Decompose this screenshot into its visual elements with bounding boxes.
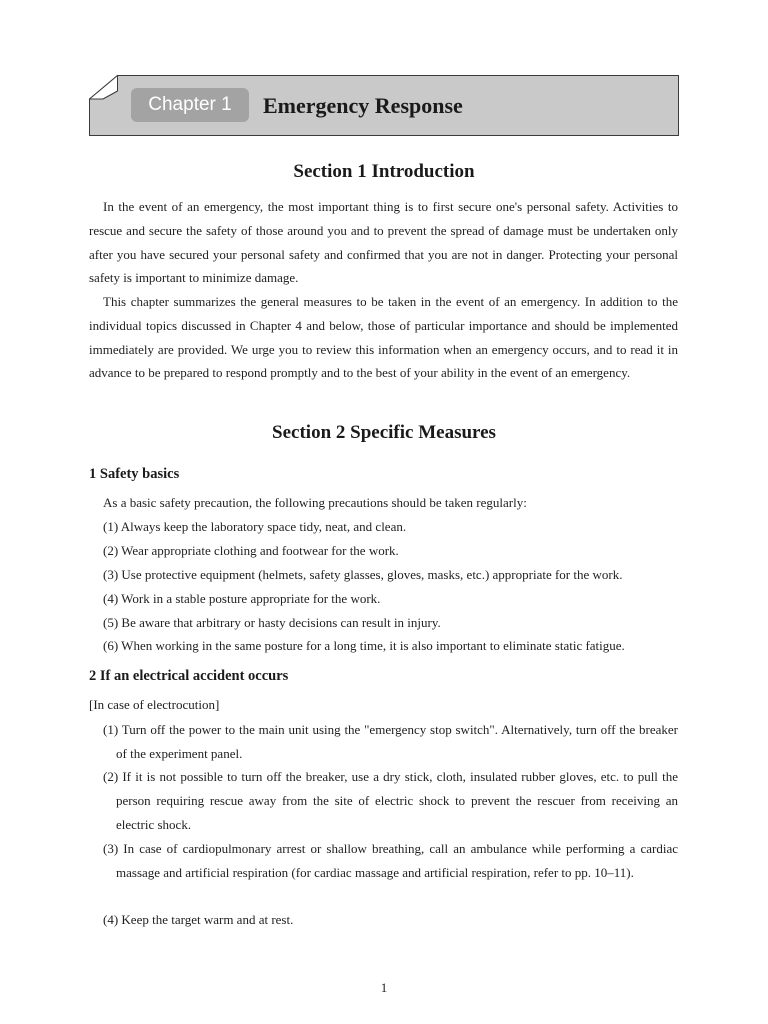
section-1-title: Section 1 Introduction: [293, 161, 475, 182]
safety-item: (3) Use protective equipment (helmets, safety glasses, gloves, masks, etc.) appropriate for the work.: [103, 567, 623, 582]
electrical-item: (4) Keep the target warm and at rest.: [103, 912, 294, 927]
safety-item: (4) Work in a stable posture appropriate for the work.: [103, 591, 381, 606]
electrical-accident-heading: 2 If an electrical accident occurs: [89, 668, 289, 684]
chapter-title: Emergency Response: [263, 93, 463, 118]
chapter-banner: [89, 75, 679, 136]
safety-item: (2) Wear appropriate clothing and footwear for the work.: [103, 543, 399, 558]
safety-basics-intro: As a basic safety precaution, the following precautions should be taken regularly:: [103, 495, 527, 510]
intro-paragraph-1: In the event of an emergency, the most important thing is to first secure one's personal safety. Activities to rescue and secure the safety of those around you and to prevent the spread of damage must be undertaken only after you have secured your personal safety and confirmed that you are not in danger. Protecting your personal safety is important to minimize damage.: [89, 199, 678, 286]
section-2-title: Section 2 Specific Measures: [272, 422, 496, 443]
electrical-item: (1) Turn off the power to the main unit using the "emergency stop switch". Alternatively, turn off the breaker of the experiment panel.: [103, 722, 678, 761]
electrocution-case-label: [In case of electrocution]: [89, 697, 220, 712]
safety-item: (1) Always keep the laboratory space tidy, neat, and clean.: [103, 519, 407, 534]
chapter-badge: Chapter 1: [131, 88, 249, 122]
electrical-item: (3) In case of cardiopulmonary arrest or shallow breathing, call an ambulance while performing a cardiac massage and artificial respiration (for cardiac massage and artificial respiration, refer to pp. 10–11).: [103, 841, 678, 880]
safety-basics-heading: 1 Safety basics: [89, 466, 180, 482]
safety-item: (6) When working in the same posture for a long time, it is also important to eliminate static fatigue.: [103, 638, 625, 653]
intro-paragraph-2: This chapter summarizes the general measures to be taken in the event of an emergency. In addition to the individual topics discussed in Chapter 4 and below, those of particular importance and should be implemented immediately are provided. We urge you to review this information when an emergency occurs, and to read it in advance to be prepared to respond promptly and to the best of your ability in the event of an emergency.: [89, 294, 678, 381]
safety-item: (5) Be aware that arbitrary or hasty decisions can result in injury.: [103, 615, 441, 630]
page-number: 1: [380, 980, 388, 995]
electrical-item: (2) If it is not possible to turn off the breaker, use a dry stick, cloth, insulated rubber gloves, etc. to pull the person requiring rescue away from the site of electric shock to prevent the rescuer from receiving an electric shock.: [103, 769, 678, 832]
